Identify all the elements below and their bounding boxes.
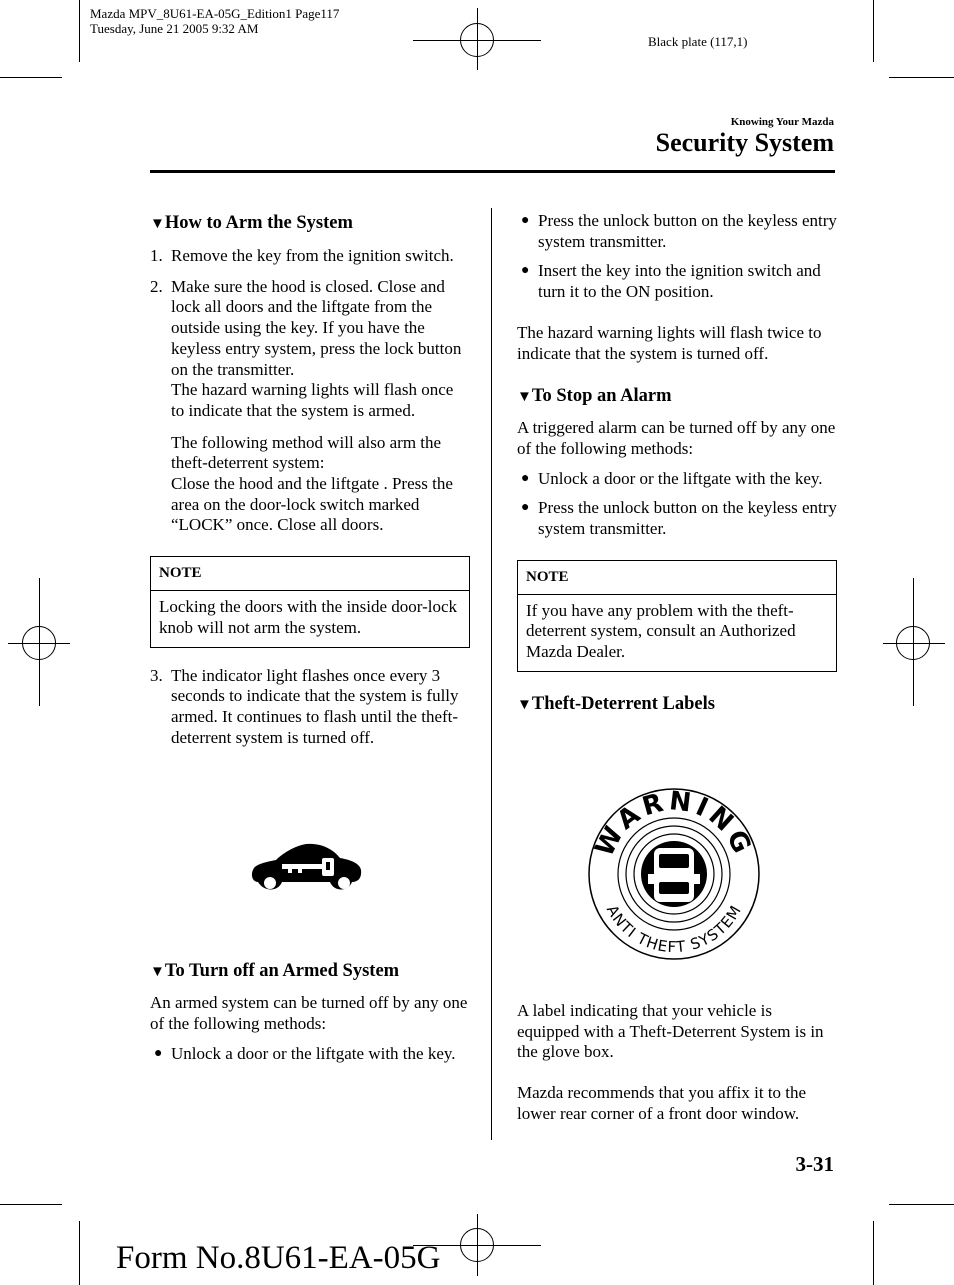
label-paragraph-2: Mazda recommends that you affix it to the lower rear corner of a front door window. (517, 1083, 807, 1123)
alarm-intro: A triggered alarm can be turned off by any one of the following methods: (517, 418, 836, 458)
note-box (150, 556, 470, 647)
turnoff-result: The hazard warning lights will flash twice to indicate that the system is turned off. (517, 322, 822, 363)
column-divider (491, 208, 492, 1140)
section-label: Knowing Your Mazda (730, 116, 834, 128)
arm-step-2: 2. Make sure the hood is closed. Close and lock all doors and the liftgate from the outside using the key. If you have the keyless entry system, press the lock button on the transmitter. The hazard warning lights will flash once to indicate that the system is armed. The following method will also arm the theft-deterrent system: Close the hood and the liftgate . Press the area on the door-lock switch marked “LOCK” once. Close all doors. (150, 277, 470, 536)
list-item: ● Press the unlock button on the keyless entry system transmitter. (521, 498, 837, 539)
label-top-text: WARNING (589, 786, 759, 862)
bullet-dot-icon: ● (521, 470, 530, 486)
crop-mark (873, 1221, 874, 1285)
heading-turn-off-system: ▼To Turn off an Armed System (150, 961, 400, 981)
right-column (517, 211, 837, 717)
triangle-down-icon: ▼ (150, 964, 165, 980)
crop-mark (0, 1204, 62, 1205)
bullet-dot-icon: ● (154, 1046, 163, 1062)
car-key-indicator-icon (248, 838, 364, 898)
bullet-dot-icon: ● (521, 500, 530, 516)
slug-line-1: Mazda MPV_8U61-EA-05G_Edition1 Page117 (90, 6, 340, 21)
header-rule (150, 170, 835, 173)
print-slug (90, 6, 339, 36)
anti-theft-label-illustration (586, 786, 762, 962)
triangle-down-icon: ▼ (150, 216, 165, 232)
crop-mark (873, 0, 874, 62)
page-title: Security System (655, 128, 834, 157)
page-number: 3-31 (795, 1152, 834, 1176)
heading-theft-labels: ▼Theft-Deterrent Labels (517, 693, 715, 714)
arm-step-1: 1. Remove the key from the ignition switch. (150, 246, 454, 265)
note-body: If you have any problem with the theft-deterrent system, consult an Authorized Mazda Dealer. (526, 600, 796, 662)
note-title: NOTE (518, 561, 836, 595)
left-column-lower (150, 959, 470, 1065)
alt-method-text: Close the hood and the liftgate . Press the area on the door-lock switch marked “LOCK” once. Close all doors. (171, 474, 453, 535)
triangle-down-icon: ▼ (517, 389, 532, 406)
note-box (517, 560, 837, 672)
list-item: ● Unlock a door or the liftgate with the key. (521, 468, 823, 488)
crop-mark (889, 1204, 954, 1205)
plate-label: Black plate (117,1) (648, 34, 748, 49)
note-title: NOTE (151, 557, 469, 591)
crop-mark (889, 77, 954, 78)
label-bottom-text: ANTI THEFT SYSTEM (602, 901, 746, 957)
heading-arm-system: ▼How to Arm the System (150, 213, 353, 233)
heading-stop-alarm: ▼To Stop an Alarm (517, 386, 672, 407)
turnoff-intro: An armed system can be turned off by any one of the following methods: (150, 993, 468, 1033)
alt-method-intro: The following method will also arm the theft-deterrent system: (171, 432, 442, 473)
left-column (150, 211, 470, 748)
arm-step-3: 3. The indicator light flashes once every 3 seconds to indicate that the system is fully armed. It continues to flash until the theft-deterrent system is turned off. (150, 665, 459, 747)
crop-mark (0, 77, 62, 78)
label-paragraph-1: A label indicating that your vehicle is equipped with a Theft-Deterrent System is in the glove box. (517, 1001, 824, 1062)
list-item: ● Press the unlock button on the keyless entry system transmitter. (521, 211, 837, 251)
bullet-dot-icon: ● (521, 263, 530, 279)
crop-mark (79, 0, 80, 62)
list-item: ● Unlock a door or the liftgate with the key. (154, 1044, 456, 1064)
bullet-dot-icon: ● (521, 213, 530, 228)
note-body: Locking the doors with the inside door-lock knob will not arm the system. (159, 597, 458, 637)
list-item: ● Insert the key into the ignition switch and turn it to the ON position. (521, 261, 821, 302)
right-column-lower (517, 1001, 837, 1125)
form-number: Form No.8U61-EA-05G (116, 1240, 441, 1276)
slug-line-2: Tuesday, June 21 2005 9:32 AM (90, 21, 259, 36)
crop-mark (79, 1221, 80, 1285)
triangle-down-icon: ▼ (517, 696, 532, 713)
